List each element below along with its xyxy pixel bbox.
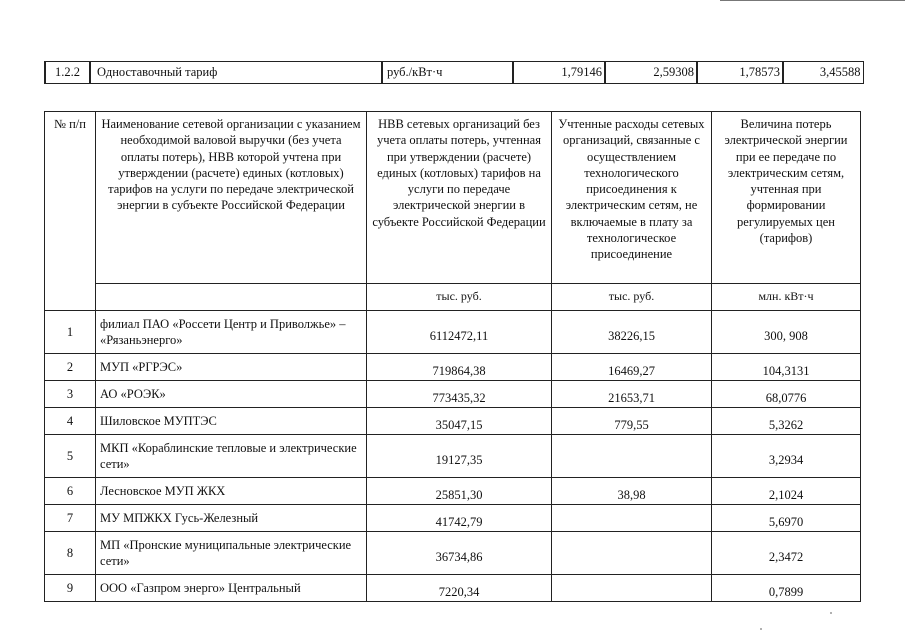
row-number: 7 [45,505,96,532]
tariff-value-1: 1,79146 [513,62,605,84]
nvv-value: 773435,32 [367,381,552,408]
network-organizations-table [44,111,861,602]
org-name: Лесновское МУП ЖКХ [96,478,367,505]
header-expenses: Учтенные расходы сетевых организаций, связанные с осуществлением технологического присоединения к электрическим сетям, не включаемые в плату за технологическое присоединение [552,112,712,284]
scan-speck [760,628,762,630]
expenses-value [552,532,712,575]
header-nvv: НВВ сетевых организаций без учета оплаты потерь, учтенная при утверждении (расчете) единых (котловых) тарифов на услуги по передаче электрической энергии в субъекте Российской Федерации [367,112,552,284]
table-row [45,435,861,478]
expenses-value: 779,55 [552,408,712,435]
org-name: АО «РОЭК» [96,381,367,408]
losses-value: 104,3131 [712,354,861,381]
header-row [45,112,861,284]
table-row [45,532,861,575]
top-edge-rule [720,0,905,3]
row-number: 9 [45,575,96,602]
nvv-value: 19127,35 [367,435,552,478]
table-row [45,381,861,408]
unit-expenses: тыс. руб. [552,284,712,311]
row-number: 4 [45,408,96,435]
tariff-name: Одноставочный тариф [90,62,382,84]
expenses-value: 38226,15 [552,311,712,354]
losses-value: 5,6970 [712,505,861,532]
expenses-value: 16469,27 [552,354,712,381]
nvv-value: 7220,34 [367,575,552,602]
losses-value: 2,1024 [712,478,861,505]
org-name: филиал ПАО «Россети Центр и Приволжье» – «Рязаньэнерго» [96,311,367,354]
scan-speck [830,612,832,614]
table-row [45,354,861,381]
nvv-value: 6112472,11 [367,311,552,354]
units-row [45,284,861,311]
header-num: № п/п [45,112,96,311]
org-name: МУ МПЖКХ Гусь-Железный [96,505,367,532]
expenses-value [552,435,712,478]
expenses-value: 21653,71 [552,381,712,408]
org-name: ООО «Газпром энерго» Центральный [96,575,367,602]
nvv-value: 719864,38 [367,354,552,381]
tariff-row [45,62,863,84]
tariff-table [44,61,864,84]
tariff-value-4: 3,45588 [783,62,863,84]
header-org-name: Наименование сетевой организации с указанием необходимой валовой выручки (без учета оплаты потерь), НВВ которой учтена при утверждении (расчете) единых (котловых) тарифов на услуги по передаче электрической энергии в субъекте Российской Федерации [96,112,367,284]
losses-value: 3,2934 [712,435,861,478]
losses-value: 68,0776 [712,381,861,408]
row-number: 3 [45,381,96,408]
org-name: МП «Пронские муниципальные электрические сети» [96,532,367,575]
tariff-number: 1.2.2 [45,62,90,84]
expenses-value: 38,98 [552,478,712,505]
row-number: 1 [45,311,96,354]
org-name: МКП «Кораблинские тепловые и электрические сети» [96,435,367,478]
nvv-value: 41742,79 [367,505,552,532]
org-name: Шиловское МУПТЭС [96,408,367,435]
tariff-value-2: 2,59308 [605,62,697,84]
unit-losses: млн. кВт·ч [712,284,861,311]
table-row [45,311,861,354]
tariff-value-3: 1,78573 [697,62,783,84]
header-losses: Величина потерь электрической энергии при ее передаче по электрическим сетям, учтенная при формировании регулируемых цен (тарифов) [712,112,861,284]
expenses-value [552,575,712,602]
losses-value: 2,3472 [712,532,861,575]
nvv-value: 36734,86 [367,532,552,575]
losses-value: 0,7899 [712,575,861,602]
org-name: МУП «РГРЭС» [96,354,367,381]
losses-value: 5,3262 [712,408,861,435]
row-number: 8 [45,532,96,575]
table-row [45,505,861,532]
row-number: 2 [45,354,96,381]
nvv-value: 25851,30 [367,478,552,505]
losses-value: 300, 908 [712,311,861,354]
nvv-value: 35047,15 [367,408,552,435]
tariff-unit: руб./кВт·ч [382,62,513,84]
table-row [45,408,861,435]
unit-org-name [96,284,367,311]
row-number: 5 [45,435,96,478]
unit-nvv: тыс. руб. [367,284,552,311]
table-row [45,575,861,602]
table-row [45,478,861,505]
expenses-value [552,505,712,532]
row-number: 6 [45,478,96,505]
